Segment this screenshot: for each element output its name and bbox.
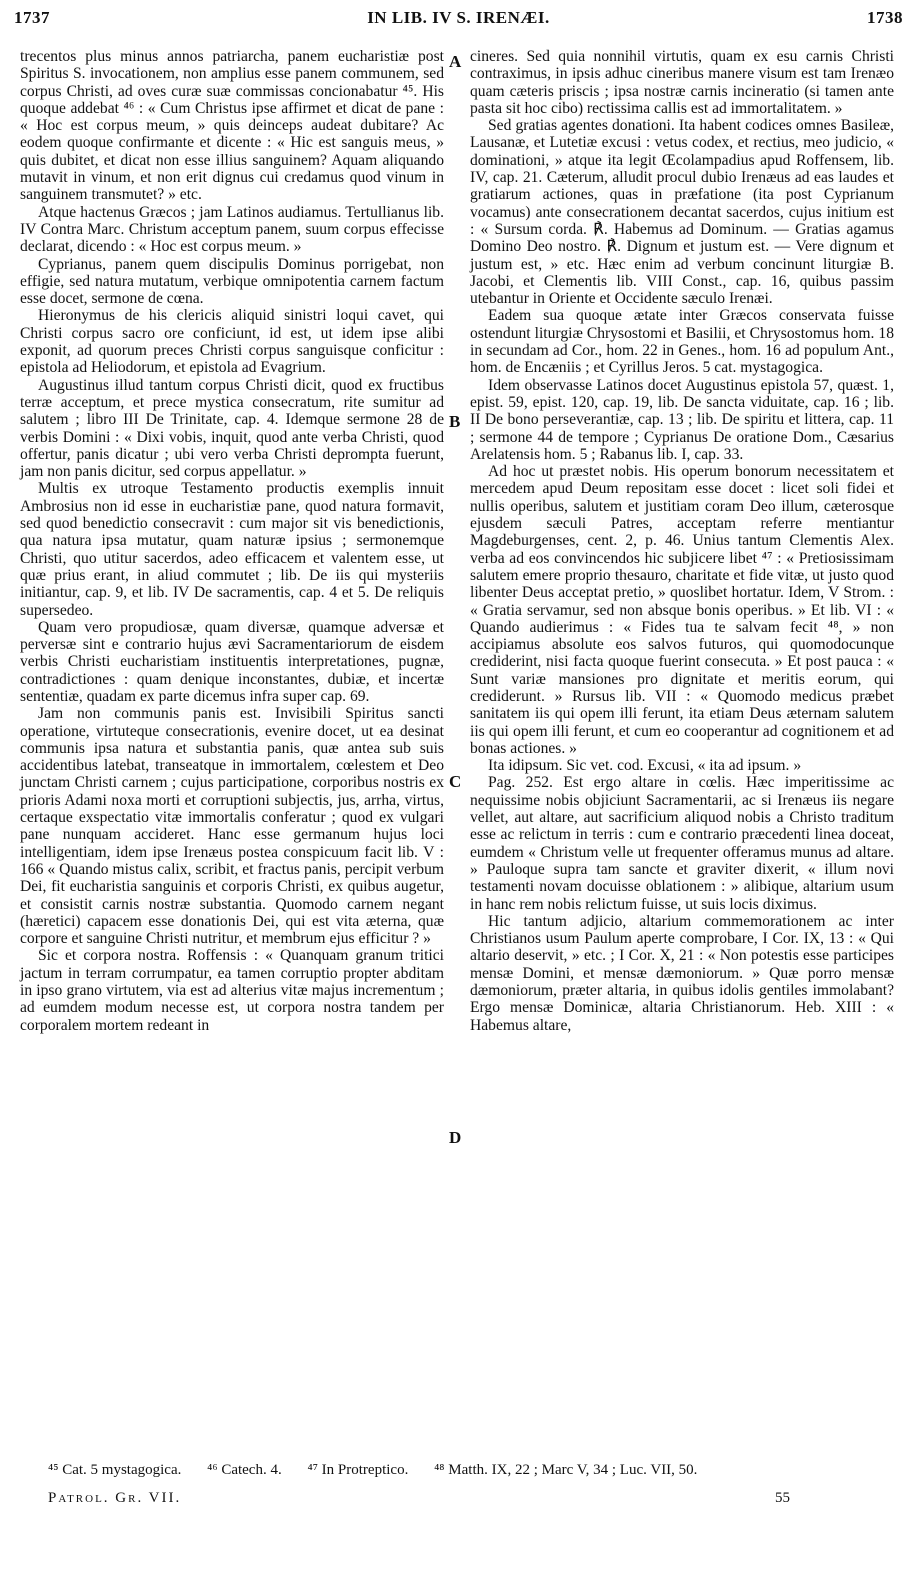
- paragraph: Jam non communis panis est. Invisibili Spiritus sancti operatione, virtuteque consecrationis, evenire docet, ut ea desinat communis ipsa natura et substantia panis, quæ antea sub suis accidentibus latebat, transeatque in immortalem, cœlestem et Deo junctam Christi carnem ; cujus participatione, corporibus nostris ex prioris Adami noxa morti et corruptioni subjectis, jus, arrha, virtus, certaque exspectatio vitæ immortalis conferatur ; quod ex vulgari pane nunquam accideret. Hanc esse germanum hujus loci intelligentiam, idem ipse Irenæus postea conspicuum facit lib. V : 166 « Quando mistus calix, scribit, et fractus panis, percipit verbum Dei, fit eucharistia sanguinis et corporis Christi, ex quibus augetur, et consistit carnis nostræ substantia. Quomodo carnem negant (hæretici) capacem esse donationis Dei, qui est vita æterna, quæ corpore et sanguine Christi nutritur, et membrum ejus efficitur ? »: [20, 705, 444, 948]
- paragraph: Multis ex utroque Testamento productis exemplis innuit Ambrosius non id esse in eucharistiæ pane, quod natura formavit, sed quod benedictio consecravit : cum major sit vis benedictionis, qua natura ipsa mutatur, quam naturæ ipsius ; sermonemque Christi, quo utitur sacerdos, adeo efficacem et valentem esse, ut quæ prius erant, in aliud commutet ; lib. De iis qui mysteriis initiantur, cap. 9, et lib. IV De sacramentis, cap. 4 et 5. De reliquis supersedeo.: [20, 480, 444, 619]
- paragraph: cineres. Sed quia nonnihil virtutis, quam ex esu carnis Christi contraximus, in ipsis adhuc cineribus manere visum est tam Irenæo quam cæteris priscis ; ipsa nostræ carnis incineratio (si tamen ante pasta sit hoc cibo) rectissima callis est ad immortalitatem. »: [470, 48, 894, 117]
- running-title: IN LIB. IV S. IRENÆI.: [367, 8, 550, 27]
- right-column: [470, 48, 894, 1034]
- margin-letter-b: B: [449, 412, 461, 431]
- paragraph: Hieronymus de his clericis aliquid sinistri loqui cavet, qui Christi corpus sacro ore conficiunt, id est, ut idem ipse alibi exponit, ad quorum preces Christi corpus sanguisque conficitur : epistola ad Heliodorum, et epistola ad Evagrium.: [20, 307, 444, 377]
- paragraph: Cyprianus, panem quem discipulis Dominus porrigebat, non effigie, sed natura mutatum, verbique omnipotentia carnem factum esse docet, sermone de cœna.: [20, 255, 444, 308]
- paragraph: Atque hactenus Græcos ; jam Latinos audiamus. Tertullianus lib. IV Contra Marc. Christum acceptum panem, suum corpus effecisse declarat, dicendo : « Hoc est corpus meum. »: [20, 203, 444, 256]
- paragraph: Hic tantum adjicio, altarium commemorationem ac inter Christianos usum Paulum aperte comprobare, I Cor. IX, 13 : « Qui altario deservit, » etc. ; I Cor. X, 21 : « Non potestis esse participes mensæ Domini, et mensæ dæmoniorum. » Quæ porro mensæ dæmoniorum, præter altaria, in quibus idolis gentiles immolabant? Ergo mensæ Dominicæ, altaria Christianorum. Heb. XIII : « Habemus altare,: [470, 912, 894, 1034]
- paragraph: Sic et corpora nostra. Roffensis : « Quanquam granum tritici jactum in terram corrumpatur, ea tamen corruptio propter abditam in ipso grano virtutem, via est ad alterius vitæ majus incrementum ; ad eumdem modum necesse est, ut corpora nostra tandem per corporalem mortem redeant in: [20, 947, 444, 1034]
- signature-number: 55: [775, 1490, 790, 1506]
- footnote: ⁴⁶ Catech. 4.: [207, 1462, 282, 1478]
- paragraph: Pag. 252. Est ergo altare in cœlis. Hæc imperitissime ac nequissime nobis objiciunt Sacramentarii, ac si Irenæus iis negare vellet, aut altare, aut sacrificium aliquod nobis a Christo traditum esse ac relictum in terris : cum e contrario præcedenti linea doceat, eumdem « Christum velle ut frequenter offeramus munus ad altare. » Pauloque supra tam sancte et graviter dixerit, « illum novi testamenti novam docuisse oblationem : » alibique, altarium usum in hanc rem nobis relictum fuisse, ut suis locis diximus.: [470, 774, 894, 913]
- paragraph: trecentos plus minus annos patriarcha, panem eucharistiæ post Spiritus S. invocationem, non amplius esse panem communem, sed corpus Christi, ad oves curæ suæ commissas concionabatur ⁴⁵. His quoque addebat ⁴⁶ : « Cum Christus ipse affirmet et dicat de pane : « Hoc est corpus meum, » quis deinceps audeat dubitare? Ac eodem quoque confirmante et dicente : « Hic est sanguis meus, » quis dubitet, et dicat non esse illius sanguinem? Aquam aliquando mutavit in vinum, et non erit dignus cui credamus quod vinum in sanguinem transmutet? » etc.: [20, 48, 444, 204]
- footnote: ⁴⁸ Matth. IX, 22 ; Marc V, 34 ; Luc. VII, 50.: [434, 1462, 698, 1478]
- paragraph: Eadem sua quoque ætate inter Græcos conservata fuisse ostendunt liturgiæ Chrysostomi et Basilii, et Chrysostomus hom. 18 in secundam ad Cor., hom. 22 in Genes., hom. 16 ad populum Ant., hom. de Encæniis ; et Cyrillus Jeros. 5 cat. mystagogica.: [470, 307, 894, 377]
- margin-letter-c: C: [449, 772, 462, 791]
- paragraph: Ad hoc ut præstet nobis. His operum bonorum necessitatem et mercedem apud Deum repositam esse docet : licet soli fidei et nullis operibus, salutem et justitiam coram Deo illum, cæterosque ejusdem sæculi Patres, acceptam referre mentiantur Magdeburgenses, cent. 2, p. 46. Unius tantum Clementis Alex. verba ad eos convincendos hic subjicere libet ⁴⁷ : « Pretiosissimam salutem emere proprio thesauro, charitate et fide vitæ, ut justo quod libenter Deus acceptat pretio, » quoslibet hortatur. Idem, V Strom. : « Gratia servamur, sed non absque bonis operibus. » Et lib. VI : « Quando audierimus : « Fides tua te salvam fecit ⁴⁸, » non accipiamus absolute eos salvos futuros, qui quomodocunque crediderint, nisi facta quoque fuerint consecuta. » Et post pauca : « Sunt variæ mansiones pro dignitate et meritis eorum, qui crediderunt. » Rursus lib. VII : « Quomodo medicus præbet sanitatem iis qui opem illi ferunt, ita etiam Deus æternam salutem iis qui opem illi ferunt, et cum eo cooperantur ad cognitionem et ad bonas actiones. »: [470, 463, 894, 757]
- right-page-number: 1738: [867, 8, 903, 27]
- paragraph: Ita idipsum. Sic vet. cod. Excusi, « ita ad ipsum. »: [488, 757, 802, 775]
- paragraph: Sed gratias agentes donationi. Ita habent codices omnes Basileæ, Lausanæ, et Lutetiæ excusi : vetus codex, et rectius, meo judicio, « dominationi, » atque ita legit Œcolampadius apud Roffensem, lib. IV, cap. 21. Cæterum, alludit procul dubio Irenæus ad eas laudes et gratiarum actiones, quas in præfatione (ita post Cyprianum vocamus) ante consecrationem decantat sacerdos, cujus initium est : « Sursum corda. ℟. Habemus ad Dominum. — Gratias agamus Domino Deo nostro. ℟. Dignum et justum est. — Vere dignum et justum est, » etc. Hæc enim ad verbum concinunt liturgiæ B. Jacobi, et Clementis lib. VIII Const., cap. 16, quibus passim utebantur in Oriente et Occidente sæculo Irenæi.: [470, 117, 894, 308]
- margin-letter-a: A: [449, 52, 462, 71]
- margin-letter-d: D: [449, 1128, 462, 1147]
- footnotes: [48, 1462, 898, 1479]
- paragraph: Idem observasse Latinos docet Augustinus epistola 57, quæst. 1, epist. 59, epist. 120, cap. 19, lib. De sancta viduitate, cap. 16 ; lib. II De bono perseverantiæ, cap. 13 ; lib. De spiritu et littera, cap. 11 ; sermone 44 de tempore ; Cyprianus De oratione Dom., Cæsarius Arelatensis hom. 5 ; Rabanus lib. I, cap. 33.: [470, 376, 894, 463]
- paragraph: Quam vero propudiosæ, quam diversæ, quamque adversæ et perversæ sint e contrario hujus ævi Sacramentariorum de eisdem verbis Christi eucharistiam instituentis interpretationes, pugnæ, contradictiones : quam denique inconstantes, dubiæ, et incertæ sententiæ, quadam ex parte dicemus infra super cap. 69.: [20, 618, 444, 705]
- left-page-number: 1737: [14, 8, 50, 27]
- paragraph: Augustinus illud tantum corpus Christi dicit, quod ex fructibus terræ acceptum, et prece mystica consecratum, rite sumitur ad salutem ; libro III De Trinitate, cap. 4. Idemque sermone 28 de verbis Domini : « Dixi vobis, inquit, quod ante verba Christi, quod offertur, panis dicatur ; ubi vero verba Christi deprompta fuerunt, jam non panis dicitur, sed corpus appellatur. »: [20, 376, 444, 481]
- footnote: ⁴⁵ Cat. 5 mystagogica.: [48, 1462, 182, 1478]
- signature-mark: Patrol. Gr. VII.: [48, 1490, 182, 1506]
- footnote: ⁴⁷ In Protreptico.: [307, 1462, 409, 1478]
- left-column: [20, 48, 444, 1034]
